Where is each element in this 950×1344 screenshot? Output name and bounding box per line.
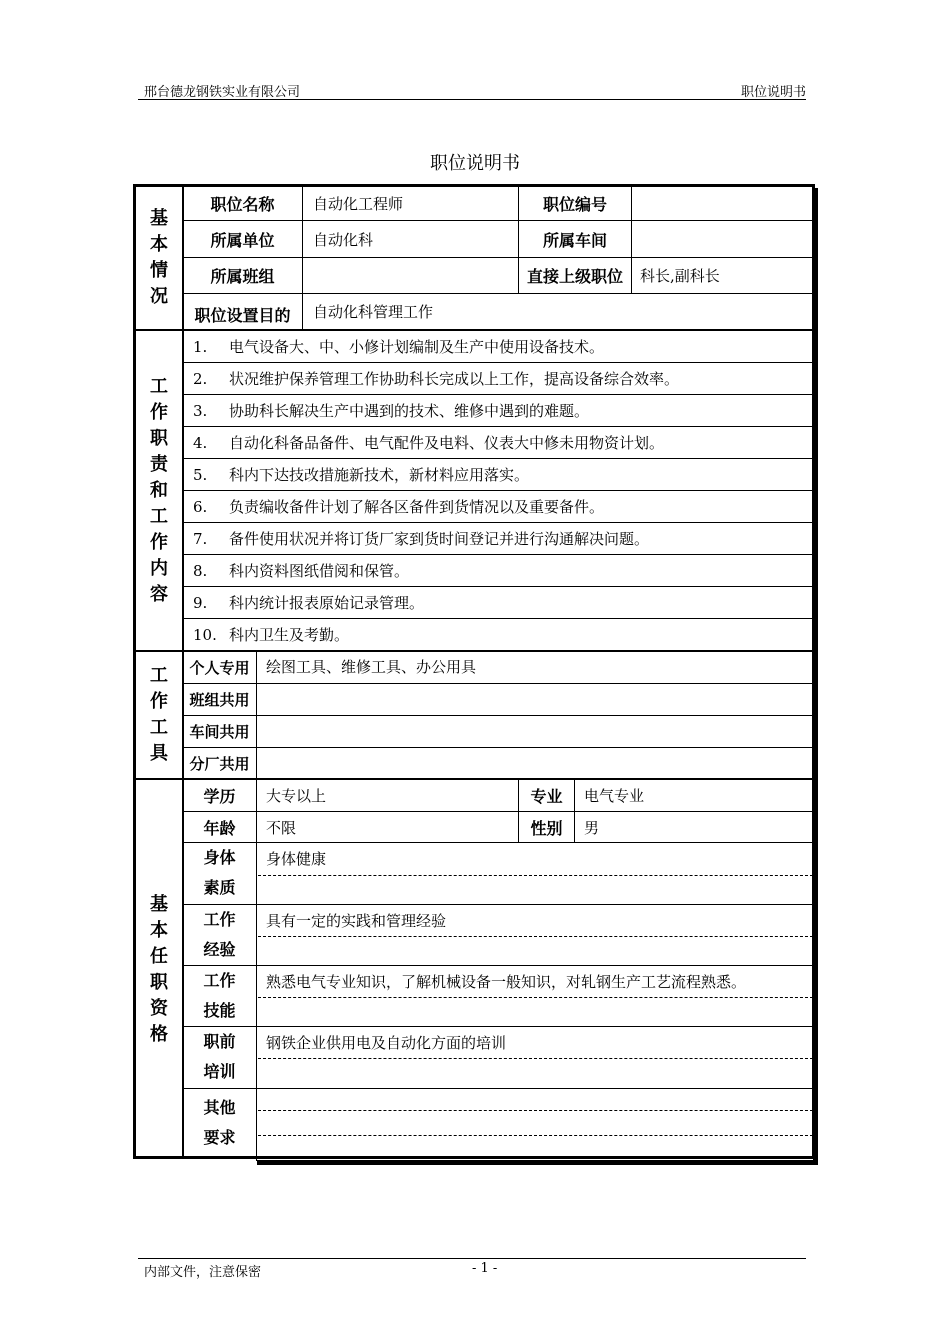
duty-item: 9. 科内统计报表原始记录管理。 — [193, 593, 425, 612]
major-label: 专业 — [530, 787, 563, 806]
duty-item: 1. 电气设备大、中、小修计划编制及生产中使用设备技术。 — [193, 337, 605, 356]
section-tools: 工作工具 — [150, 665, 168, 764]
divider — [258, 1058, 813, 1059]
divider — [258, 997, 813, 998]
training-value: 钢铁企业供用电及自动化方面的培训 — [266, 1033, 507, 1052]
tools-personal-label: 个人专用 — [189, 659, 250, 677]
duty-item: 3. 协助科长解决生产中遇到的技术、维修中遇到的难题。 — [193, 401, 590, 420]
unit-value: 自动化科 — [313, 230, 374, 249]
footer-confidential: 内部文件，注意保密 — [144, 1265, 262, 1280]
experience-label: 工作 经验 — [203, 910, 236, 959]
other-label: 其他 要求 — [203, 1098, 236, 1147]
age-value: 不限 — [266, 818, 297, 837]
workshop-label: 所属车间 — [542, 230, 607, 250]
form-shadow-bottom — [257, 1160, 818, 1165]
health-value: 身体健康 — [266, 849, 327, 868]
tools-workshop-label: 车间共用 — [189, 723, 250, 741]
divider — [258, 1110, 813, 1111]
tools-branch-label: 分厂共用 — [189, 754, 250, 773]
duty-item: 6. 负责编收备件计划了解各区备件到货情况以及重要备件。 — [193, 497, 605, 516]
duty-item: 7. 备件使用状况并将订货厂家到货时间登记并进行沟通解决问题。 — [193, 529, 650, 548]
education-label: 学历 — [203, 787, 236, 806]
page-title: 职位说明书 — [430, 153, 520, 174]
section-duties: 工作职责和工作内容 — [150, 375, 168, 605]
divider — [258, 1135, 813, 1136]
divider — [183, 683, 813, 684]
tools-team-label: 班组共用 — [189, 691, 250, 709]
header-rule — [138, 99, 806, 100]
position-code-label: 职位编号 — [542, 195, 607, 214]
duty-item: 8. 科内资料图纸借阅和保管。 — [193, 561, 410, 580]
section-qualifications: 基本任职资格 — [150, 893, 168, 1045]
header-doc-type: 职位说明书 — [740, 85, 806, 100]
divider — [256, 652, 257, 778]
experience-value: 具有一定的实践和管理经验 — [266, 911, 447, 930]
superior-label: 直接上级职位 — [526, 267, 623, 286]
position-name-value: 自动化工程师 — [313, 195, 404, 213]
major-value: 电气专业 — [584, 787, 645, 805]
divider — [258, 875, 813, 876]
purpose-label: 职位设置目的 — [194, 305, 291, 325]
age-label: 年龄 — [203, 818, 236, 838]
team-label: 所属班组 — [210, 267, 275, 286]
skills-label: 工作 技能 — [203, 971, 236, 1020]
page-number: - 1 - — [472, 1261, 498, 1276]
tools-personal-value: 绘图工具、维修工具、办公用具 — [266, 657, 477, 676]
unit-label: 所属单位 — [210, 230, 275, 250]
header-company: 邢台德龙钢铁实业有限公司 — [144, 85, 301, 100]
health-label: 身体 素质 — [203, 848, 236, 897]
duty-item: 2. 状况维护保养管理工作协助科长完成以上工作，提高设备综合效率。 — [193, 369, 680, 388]
section-basic-info: 基本情况 — [150, 208, 168, 307]
gender-value: 男 — [584, 818, 600, 837]
duty-item: 10. 科内卫生及考勤。 — [193, 625, 350, 644]
gender-label: 性别 — [530, 818, 563, 838]
position-name-label: 职位名称 — [210, 195, 275, 214]
divider — [258, 936, 813, 937]
footer-rule — [138, 1258, 806, 1259]
training-label: 职前 培训 — [203, 1032, 236, 1081]
divider — [256, 780, 257, 1161]
divider — [631, 187, 632, 293]
education-value: 大专以上 — [266, 787, 327, 805]
duty-item: 5. 科内下达技改措施新技术，新材料应用落实。 — [193, 465, 530, 484]
form-shadow-right — [813, 188, 818, 1165]
divider — [302, 187, 303, 329]
divider — [183, 293, 813, 294]
duty-item: 4. 自动化科备品备件、电气配件及电料、仪表大中修未用物资计划。 — [193, 433, 665, 452]
superior-value: 科长,副科长 — [640, 267, 720, 285]
divider — [183, 1088, 813, 1089]
divider — [183, 715, 813, 716]
skills-value: 熟悉电气专业知识，了解机械设备一般知识，对轧钢生产工艺流程熟悉。 — [266, 972, 747, 991]
purpose-value: 自动化科管理工作 — [313, 303, 434, 321]
divider — [183, 747, 813, 748]
